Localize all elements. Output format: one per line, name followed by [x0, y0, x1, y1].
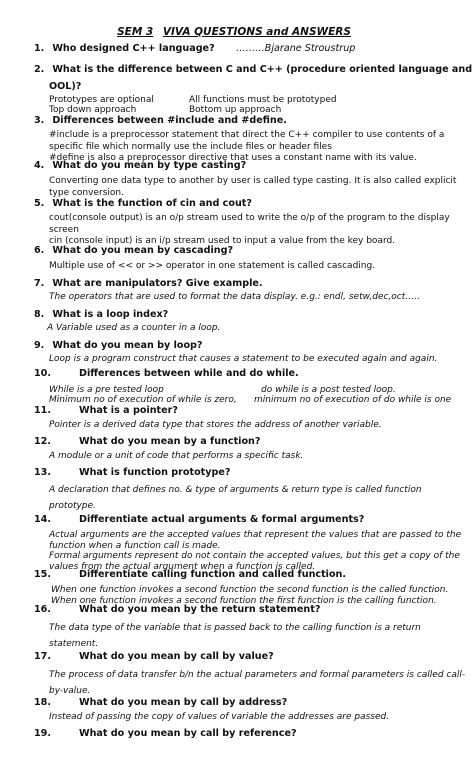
title-sem: SEM 3 [117, 26, 154, 38]
answer-line: The data type of the variable that is passed back to the calling function is a return [49, 623, 421, 633]
answer-line: function when a function call is made. [49, 540, 221, 551]
answer-line: Actual arguments are the accepted values that represent the values that are passed to the [49, 530, 462, 540]
answer-left: While is a pre tested loop [49, 385, 164, 395]
answer-line: #include is a preprocessor statement that direct the C++ compiler to use contents of a [49, 130, 445, 140]
question-number: 13. [34, 467, 51, 478]
answer-17 [49, 667, 466, 699]
question-number: 17. [34, 651, 51, 662]
answer-line: statement. [49, 639, 99, 649]
answer-line: specific file which normally use the include files or header files [49, 141, 332, 152]
question-number: 4. [34, 160, 45, 171]
answer-line: cout(console output) is an o/p stream used to write the o/p of the program to the display [49, 213, 450, 223]
answer-line: Formal arguments represent do not contain the accepted values, but this get a copy of the [49, 551, 460, 561]
question-text: What are manipulators? Give example. [52, 278, 263, 289]
answer-11: Pointer is a derived data type that stores the address of another variable. [49, 420, 382, 430]
answer-line: cin (console input) is an i/p stream used to input a value from the key board. [49, 236, 396, 246]
question-9 [34, 338, 202, 353]
title-text: VIVA QUESTIONS and ANSWERS [162, 26, 351, 38]
question-2-line2: OOL)? [49, 81, 82, 92]
answer-left: Prototypes are optional [49, 95, 154, 105]
answer-line: #define is also a preprocessor directive that uses a constant name with its value. [49, 153, 417, 163]
answer-12: A module or a unit of code that performs a specific task. [49, 451, 304, 461]
answer-line: When one function invokes a second function the second function is the called function. [51, 585, 449, 595]
question-text: Differentiate actual arguments & formal arguments? [79, 514, 365, 525]
question-text: What do you mean by call by address? [79, 697, 288, 708]
question-number: 2. [34, 64, 45, 75]
answer-14 [49, 530, 462, 572]
question-number: 1. [34, 43, 45, 54]
answer-left: Minimum no of execution of while is zero, [49, 395, 237, 405]
question-text: Who designed C++ language? [52, 43, 215, 54]
question-3 [34, 113, 287, 128]
question-text: What do you mean by type casting? [52, 160, 247, 171]
answer-9: Loop is a program construct that causes a statement to be executed again and again. [49, 354, 438, 364]
question-number: 6. [34, 245, 45, 256]
question-4 [34, 158, 246, 173]
question-number: 15. [34, 569, 51, 580]
question-2 [34, 62, 472, 77]
question-text: What do you mean by cascading? [52, 245, 234, 256]
question-text: What do you mean by call by reference? [79, 728, 297, 739]
question-number: 12. [34, 436, 51, 447]
answer-text: ………Bjarane Stroustrup [235, 43, 356, 54]
answer-15 [51, 585, 448, 606]
question-text: What is a pointer? [79, 405, 178, 416]
answer-line: by-value. [49, 686, 91, 696]
answer-line: A declaration that defines no. & type of arguments & return type is called function [49, 485, 422, 495]
question-text: What do you mean by the return statement? [79, 604, 321, 615]
answer-line: values from the actual argument when a function is called. [49, 561, 316, 572]
question-number: 3. [34, 115, 45, 126]
question-text: What is the difference between C and C++ (procedure oriented language and [52, 64, 473, 75]
question-text: What is the function of cin and cout? [52, 198, 252, 209]
answer-line: prototype. [49, 501, 96, 511]
answer-right: Bottom up approach [189, 105, 282, 115]
question-text: What do you mean by loop? [52, 340, 203, 351]
question-text: Differentiate calling function and called function. [79, 569, 347, 580]
question-6 [34, 243, 233, 258]
question-number: 10. [34, 368, 51, 379]
answer-line: The process of data transfer b/n the actual parameters and formal parameters is called call- [49, 670, 466, 680]
question-5 [34, 196, 252, 211]
answer-right: minimum no of execution of do while is one [254, 395, 452, 405]
question-number: 8. [34, 309, 45, 320]
question-number: 9. [34, 340, 45, 351]
question-number: 16. [34, 604, 51, 615]
answer-line: Converting one data type to another by user is called type casting. It is also called explicit [49, 176, 457, 186]
answer-16 [49, 620, 446, 652]
answer-line: type conversion. [49, 187, 124, 198]
question-number: 7. [34, 278, 45, 289]
answer-right: do while is a post tested loop. [261, 385, 396, 395]
question-text: What is a loop index? [52, 309, 169, 320]
question-8 [34, 307, 168, 322]
question-1 [34, 41, 355, 56]
question-text: What is function prototype? [79, 467, 231, 478]
question-text: Differences between while and do while. [79, 368, 299, 379]
answer-18: Instead of passing the copy of values of variable the addresses are passed. [49, 712, 390, 722]
answer-line: When one function invokes a second function the first function is the calling function. [51, 595, 437, 606]
question-text: Differences between #include and #define. [52, 115, 287, 126]
question-number: 5. [34, 198, 45, 209]
answer-7: The operators that are used to format the data display. e.g.: endl, setw,dec,oct….. [49, 292, 421, 302]
answer-right: All functions must be prototyped [189, 95, 337, 105]
answer-8: A Variable used as a counter in a loop. [47, 323, 221, 333]
question-7 [34, 276, 263, 291]
question-number: 11. [34, 405, 51, 416]
question-text: What do you mean by call by value? [79, 651, 274, 662]
question-text: What do you mean by a function? [79, 436, 261, 447]
answer-line: screen [49, 224, 79, 235]
page-title [0, 26, 474, 38]
question-number: 19. [34, 728, 51, 739]
answer-6: Multiple use of << or >> operator in one statement is called cascading. [49, 261, 376, 271]
answer-left: Top down approach [49, 105, 137, 115]
answer-13 [49, 482, 446, 514]
question-number: 18. [34, 697, 51, 708]
question-number: 14. [34, 514, 51, 525]
